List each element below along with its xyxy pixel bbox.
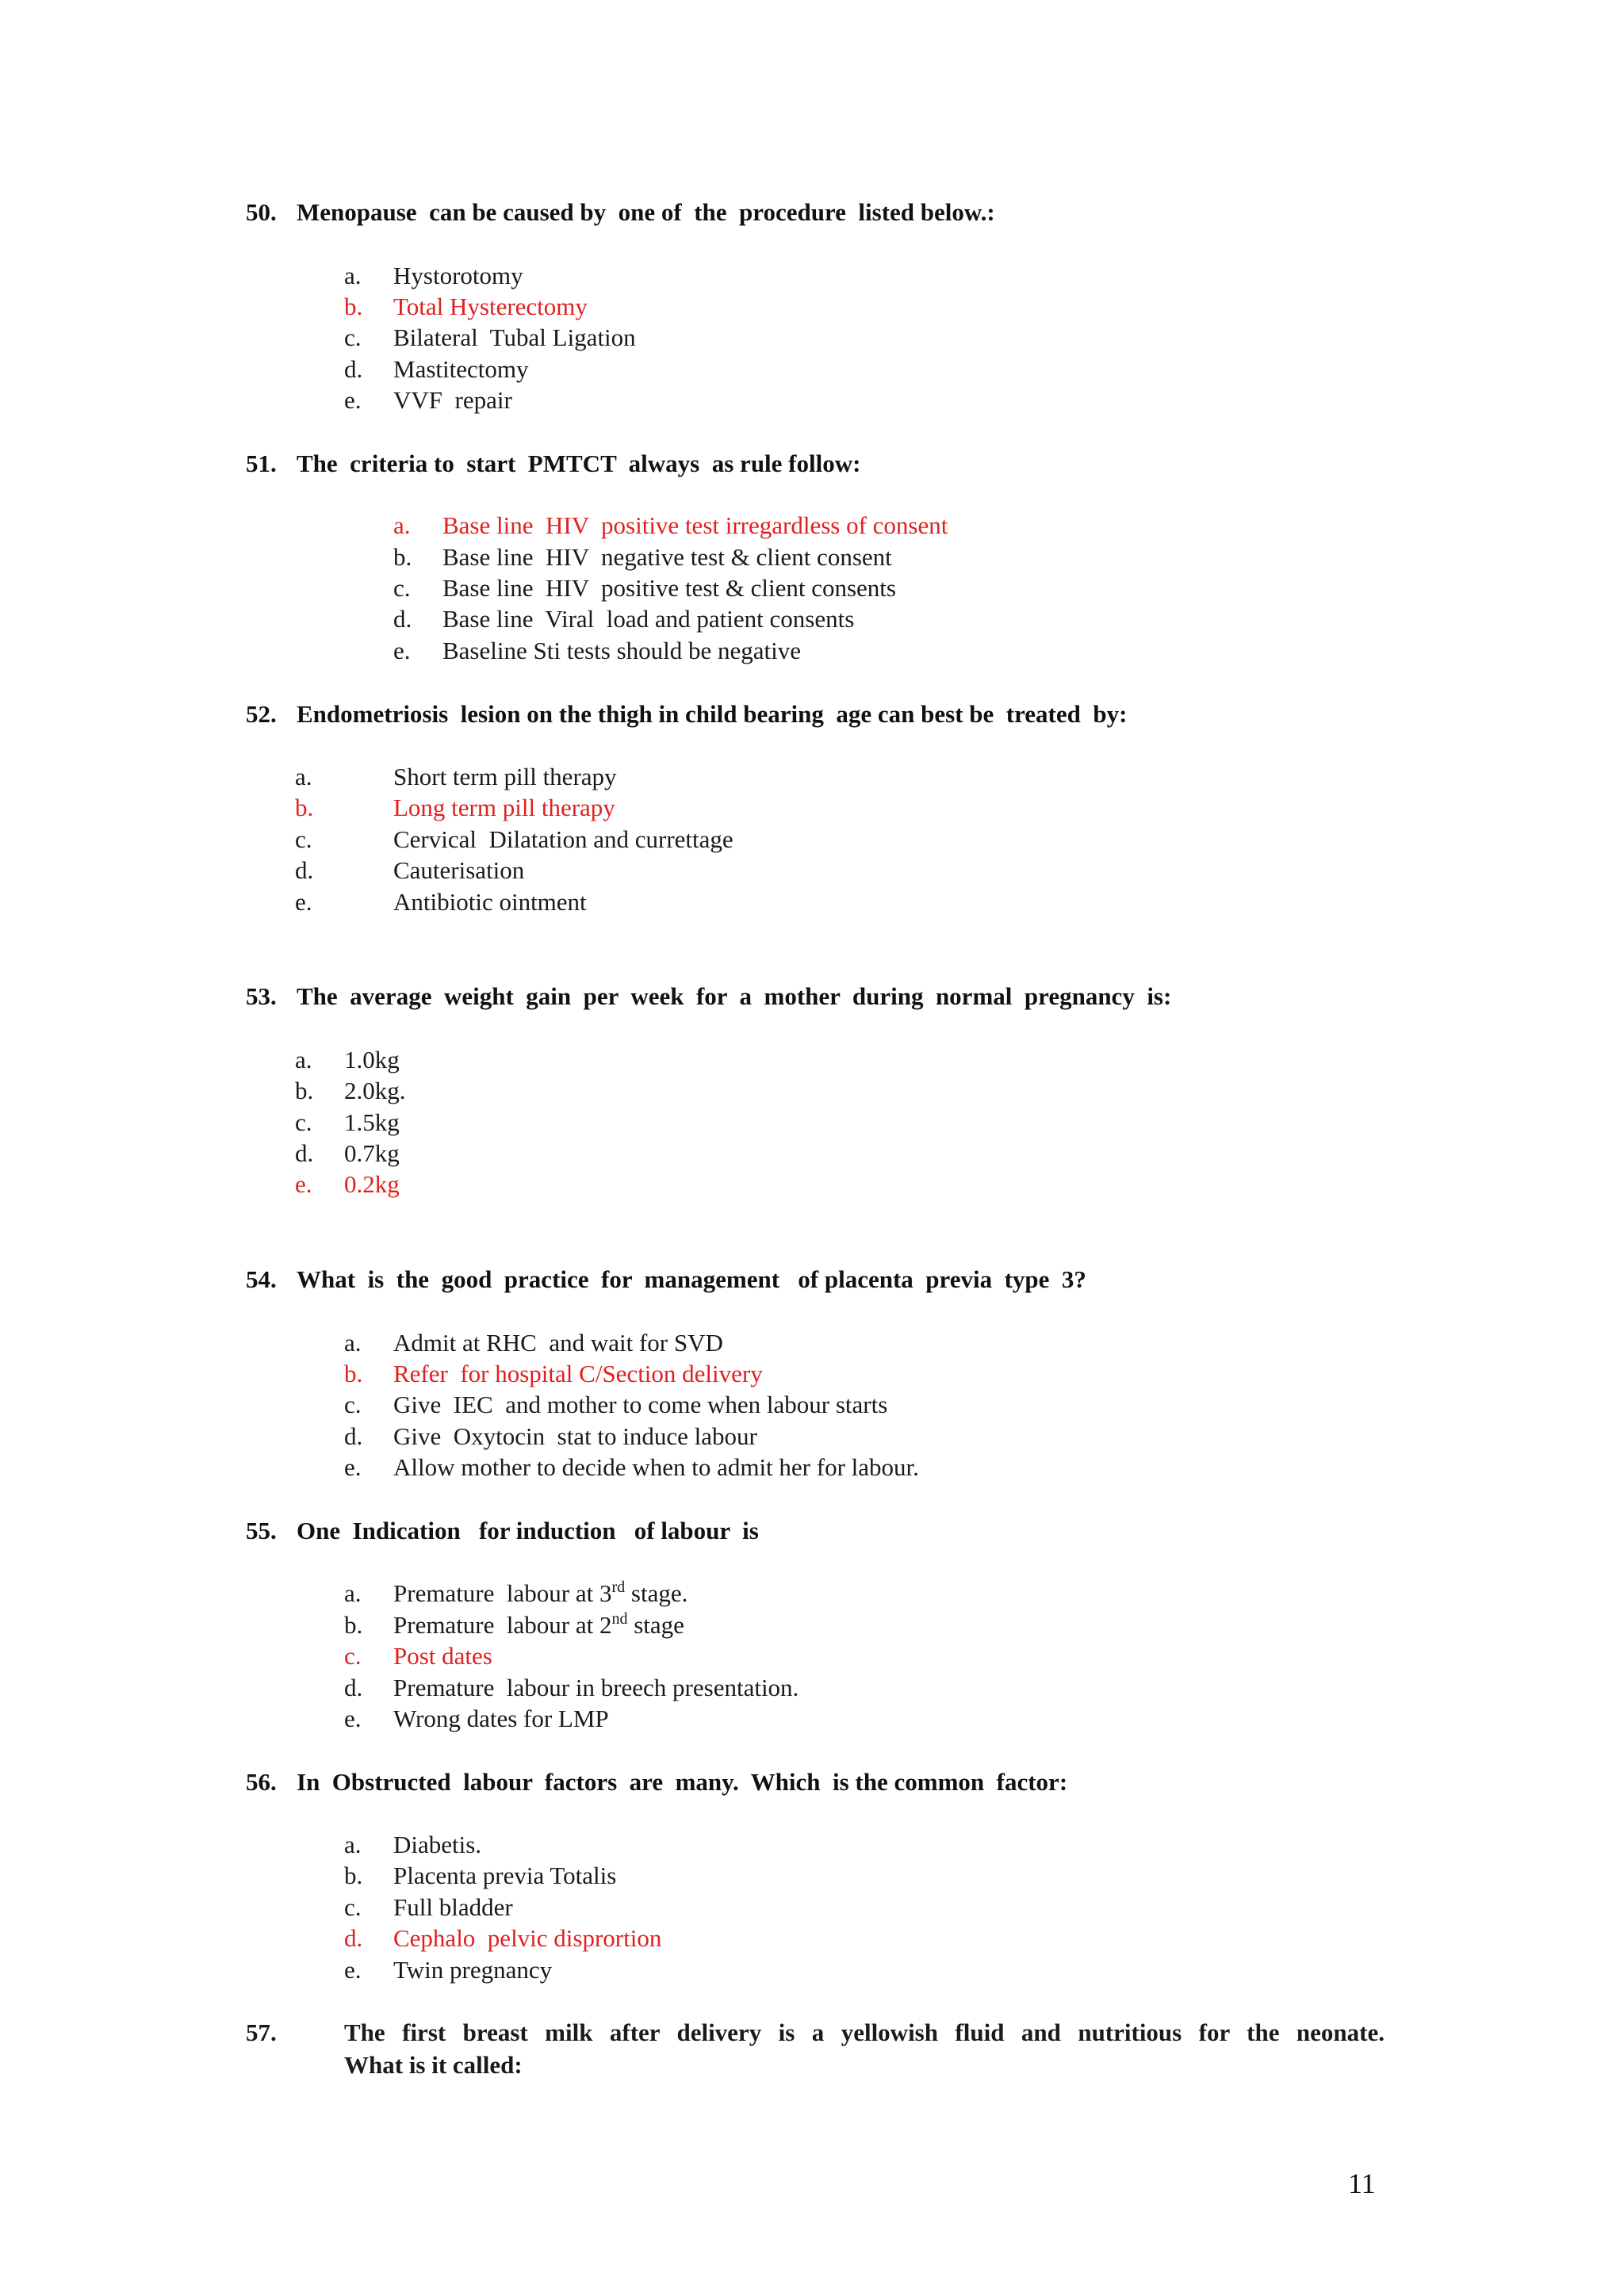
option-letter: a. [295, 1046, 312, 1073]
option-letter: b. [344, 1360, 363, 1387]
question-56-stem [246, 1766, 1067, 1798]
option-letter: b. [393, 543, 412, 571]
question-number: 53. [246, 982, 277, 1010]
option-text: Mastitectomy [393, 355, 529, 383]
question-54-stem [246, 1264, 1086, 1295]
ordinal-suffix: rd [611, 1578, 626, 1596]
question-57-number: 57. [246, 2019, 277, 2046]
question-text: In Obstructed labour factors are many. Which is the common factor: [297, 1768, 1068, 1796]
option-letter: c. [344, 1642, 362, 1670]
question-text: Menopause can be caused by one of the procedure listed below.: [297, 198, 995, 226]
option-text: Post dates [393, 1642, 492, 1670]
option-letter: e. [344, 1453, 362, 1481]
option-letter: d. [295, 1139, 314, 1167]
question-number: 54. [246, 1265, 277, 1293]
option-letter: d. [344, 1422, 363, 1450]
option-letter: d. [393, 605, 412, 633]
option-text: Admit at RHC and wait for SVD [393, 1329, 723, 1357]
option-text: Long term pill therapy [393, 794, 615, 821]
option-text: Short term pill therapy [393, 763, 617, 790]
option-letter: b. [344, 1611, 363, 1639]
option-text: Base line Viral load and patient consents [442, 605, 855, 633]
option-text: Cauterisation [393, 856, 525, 884]
option-text: Premature labour in breech presentation. [393, 1674, 799, 1701]
question-57-stem-line2: What is it called: [344, 2051, 523, 2079]
question-number: 51. [246, 450, 277, 477]
option-letter: b. [295, 1077, 314, 1104]
option-text: Total Hysterectomy [393, 293, 588, 320]
option-text: Premature labour at 3rd stage. [393, 1578, 688, 1607]
question-number: 52. [246, 700, 277, 728]
option-text: Base line HIV positive test irregardless of consent [442, 511, 948, 539]
option-letter: e. [295, 888, 312, 916]
option-letter: c. [344, 1893, 362, 1921]
question-number: 56. [246, 1768, 277, 1796]
question-text: The criteria to start PMTCT always as rule follow: [297, 450, 861, 477]
option-text: Wrong dates for LMP [393, 1705, 609, 1732]
option-text: Refer for hospital C/Section delivery [393, 1360, 763, 1387]
option-text: Give Oxytocin stat to induce labour [393, 1422, 757, 1450]
option-letter: d. [344, 1924, 363, 1952]
question-53-stem [246, 981, 1171, 1012]
option-text: VVF repair [393, 386, 512, 414]
option-text: Placenta previa Totalis [393, 1862, 617, 1889]
option-text: 0.2kg [344, 1170, 400, 1198]
option-letter: c. [393, 574, 411, 602]
option-text: Full bladder [393, 1893, 513, 1921]
option-letter: d. [344, 355, 363, 383]
option-letter: e. [344, 1705, 362, 1732]
option-letter: b. [344, 293, 363, 320]
option-letter: a. [295, 763, 312, 790]
option-letter: d. [344, 1674, 363, 1701]
option-letter: c. [295, 1108, 312, 1136]
option-letter: a. [344, 262, 362, 289]
page-number: 11 [1348, 2168, 1376, 2199]
option-text: Twin pregnancy [393, 1956, 553, 1984]
question-number: 55. [246, 1517, 277, 1544]
option-text: 0.7kg [344, 1139, 400, 1167]
option-text: Cephalo pelvic disprortion [393, 1924, 662, 1952]
question-text: Endometriosis lesion on the thigh in child bearing age can best be treated by: [297, 700, 1128, 728]
question-57-stem-line1: The first breast milk after delivery is a yellowish fluid and nutritious for the neonate. [344, 2019, 1385, 2046]
option-letter: c. [344, 323, 362, 351]
question-text: The average weight gain per week for a mother during normal pregnancy is: [297, 982, 1172, 1010]
option-letter: a. [344, 1831, 362, 1858]
option-text: Diabetis. [393, 1831, 482, 1858]
option-text: Antibiotic ointment [393, 888, 587, 916]
option-letter: a. [344, 1579, 362, 1607]
option-text: Cervical Dilatation and currettage [393, 825, 733, 853]
question-50-stem [246, 197, 995, 228]
option-text: 1.5kg [344, 1108, 400, 1136]
option-letter: a. [344, 1329, 362, 1357]
option-letter: e. [344, 1956, 362, 1984]
question-52-stem [246, 698, 1127, 730]
question-text: One Indication for induction of labour is [297, 1517, 759, 1544]
option-text: Hystorotomy [393, 262, 523, 289]
question-51-stem [246, 448, 860, 480]
option-text: Premature labour at 2nd stage [393, 1610, 684, 1639]
option-text: Baseline Sti tests should be negative [442, 637, 802, 664]
option-letter: b. [295, 794, 314, 821]
question-number: 50. [246, 198, 277, 226]
option-text: Bilateral Tubal Ligation [393, 323, 636, 351]
option-text: Give IEC and mother to come when labour starts [393, 1391, 888, 1418]
option-letter: c. [344, 1391, 362, 1418]
option-letter: e. [393, 637, 411, 664]
option-text: 1.0kg [344, 1046, 400, 1073]
option-text: Allow mother to decide when to admit her for labour. [393, 1453, 919, 1481]
question-text: What is the good practice for management of placenta previa type 3? [297, 1265, 1086, 1293]
option-letter: b. [344, 1862, 363, 1889]
option-text: Base line HIV negative test & client consent [442, 543, 892, 571]
option-letter: d. [295, 856, 314, 884]
option-letter: a. [393, 511, 411, 539]
option-letter: e. [295, 1170, 312, 1198]
option-text: 2.0kg. [344, 1077, 406, 1104]
option-letter: c. [295, 825, 312, 853]
option-letter: e. [344, 386, 362, 414]
ordinal-suffix: nd [611, 1610, 628, 1628]
question-55-stem [246, 1515, 759, 1547]
option-text: Base line HIV positive test & client consents [442, 574, 896, 602]
